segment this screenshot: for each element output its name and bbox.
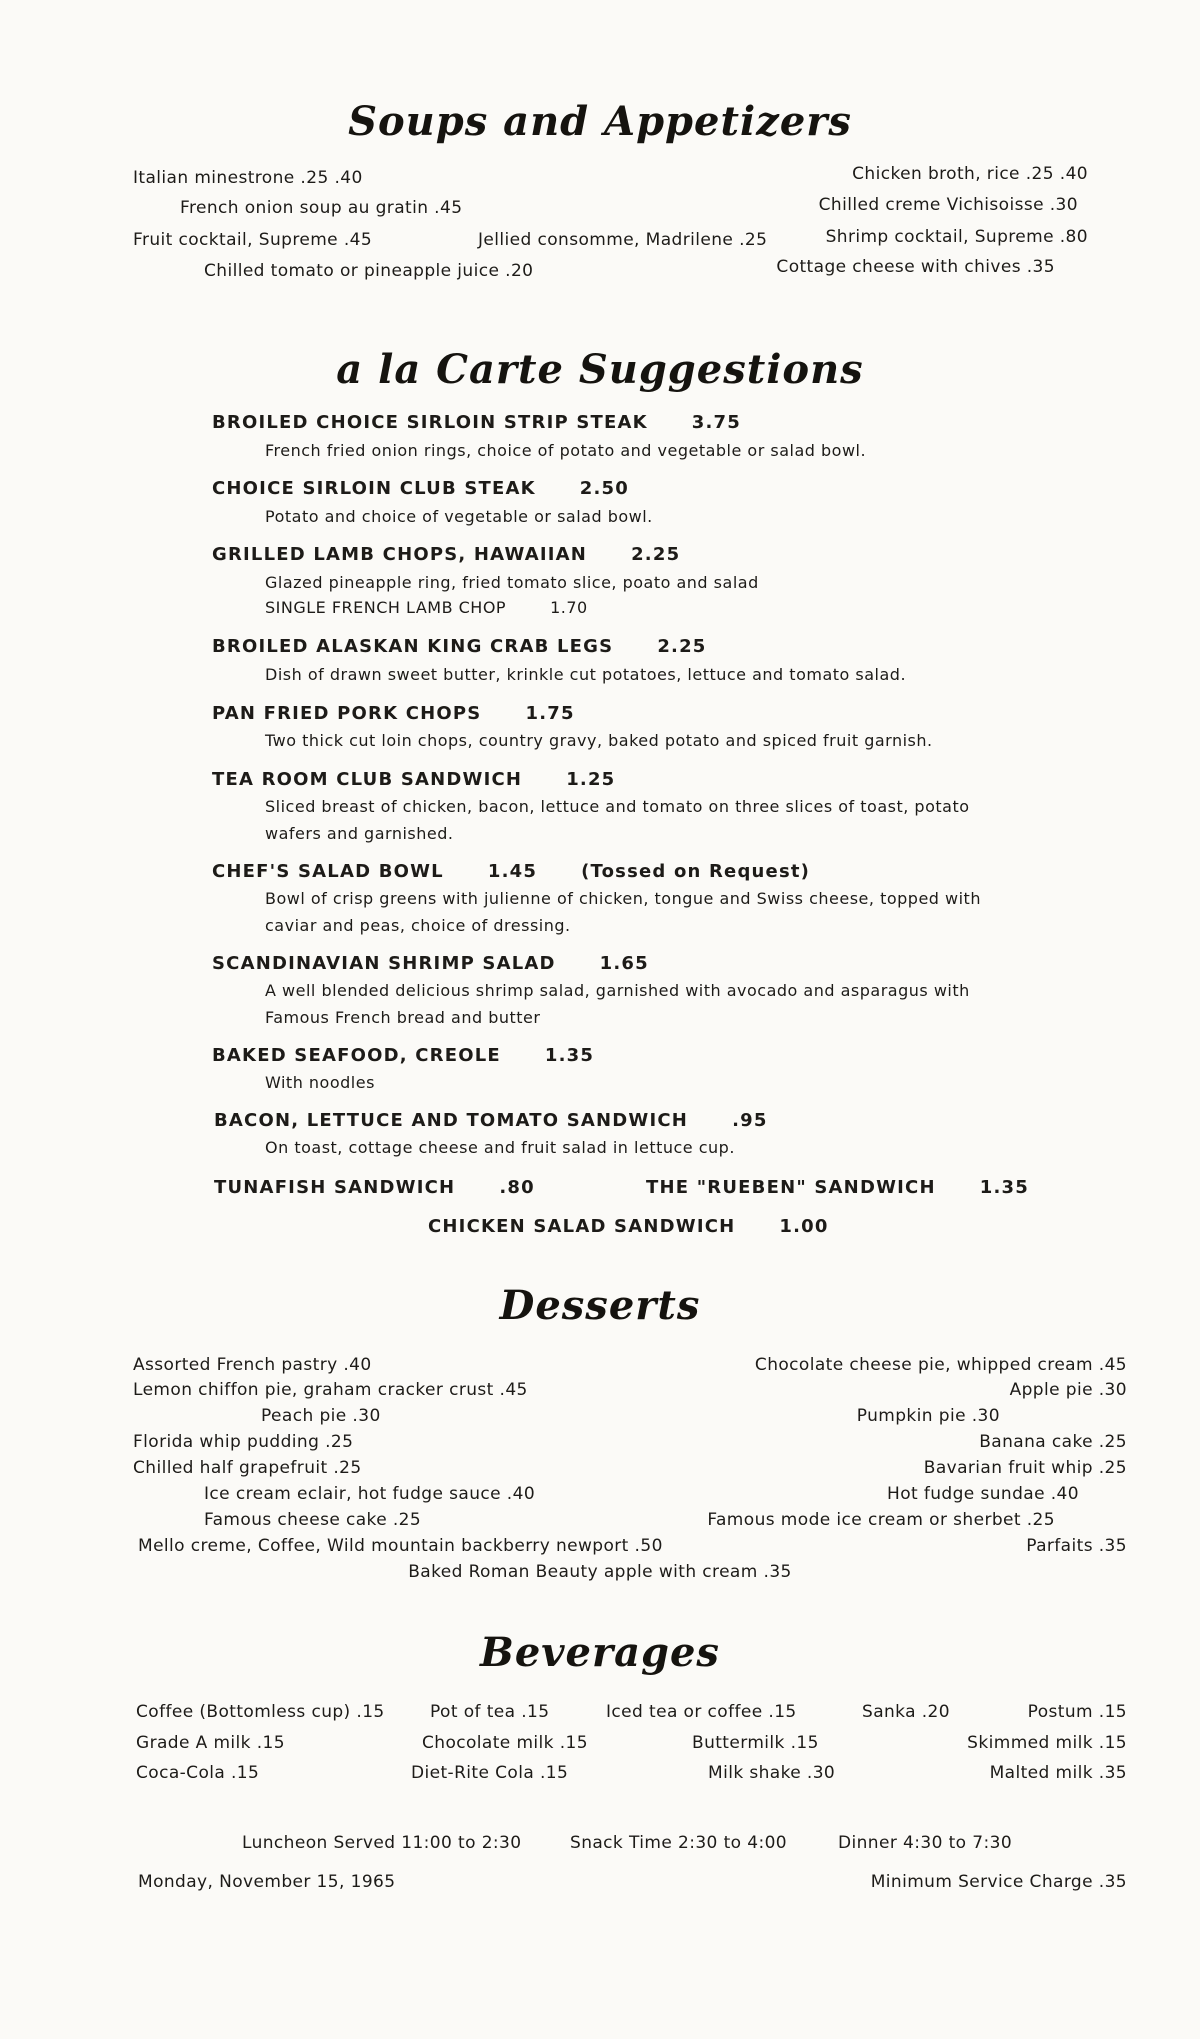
carte-item-desc: Dish of drawn sweet butter, krinkle cut potatoes, lettuce and tomato salad. [265, 665, 907, 684]
soup-item: Cottage cheese with chives .35 [776, 257, 1055, 277]
beverage-item: Postum .15 [1027, 1702, 1127, 1722]
dessert-item: Lemon chiffon pie, graham cracker crust .45 [133, 1380, 528, 1400]
dessert-item: Florida whip pudding .25 [133, 1432, 354, 1452]
dinner-hours: Dinner 4:30 to 7:30 [838, 1833, 1013, 1853]
beverage-item: Milk shake .30 [708, 1763, 836, 1783]
carte-title: a la Carte Suggestions [336, 346, 864, 393]
carte-item-name: BROILED ALASKAN KING CRAB LEGS 2.25 [212, 636, 707, 657]
beverage-item: Iced tea or coffee .15 [606, 1702, 797, 1722]
carte-item-desc: Glazed pineapple ring, fried tomato slice, poato and salad [265, 573, 759, 592]
dessert-item: Chilled half grapefruit .25 [133, 1458, 362, 1478]
dessert-item: Mello creme, Coffee, Wild mountain backberry newport .50 [138, 1536, 663, 1556]
beverage-item: Coffee (Bottomless cup) .15 [136, 1702, 385, 1722]
soup-item: Fruit cocktail, Supreme .45 [133, 230, 373, 250]
dessert-item: Banana cake .25 [979, 1432, 1127, 1452]
desserts-title: Desserts [499, 1282, 701, 1329]
carte-item-desc: A well blended delicious shrimp salad, garnished with avocado and asparagus with [265, 981, 970, 1000]
snack-hours: Snack Time 2:30 to 4:00 [570, 1833, 788, 1853]
carte-item-name: PAN FRIED PORK CHOPS 1.75 [212, 703, 575, 724]
beverage-item: Malted milk .35 [989, 1763, 1127, 1783]
dessert-item: Peach pie .30 [261, 1406, 381, 1426]
soup-item: Shrimp cocktail, Supreme .80 [825, 227, 1088, 247]
soup-item: Chicken broth, rice .25 .40 [852, 164, 1088, 184]
beverage-item: Coca-Cola .15 [136, 1763, 260, 1783]
carte-item-name: BAKED SEAFOOD, CREOLE 1.35 [212, 1045, 595, 1066]
soup-item: French onion soup au gratin .45 [180, 198, 463, 218]
dessert-item: Pumpkin pie .30 [856, 1406, 1000, 1426]
carte-item-desc: French fried onion rings, choice of potato and vegetable or salad bowl. [265, 441, 867, 460]
carte-item-desc: Potato and choice of vegetable or salad bowl. [265, 507, 653, 526]
carte-item-desc: Sliced breast of chicken, bacon, lettuce and tomato on three slices of toast, potato [265, 797, 970, 816]
dessert-item: Chocolate cheese pie, whipped cream .45 [754, 1355, 1127, 1375]
soup-item: Italian minestrone .25 .40 [133, 168, 363, 188]
carte-item-desc: Famous French bread and butter [265, 1008, 541, 1027]
beverage-item: Skimmed milk .15 [967, 1733, 1127, 1753]
beverage-item: Grade A milk .15 [136, 1733, 285, 1753]
dessert-item: Assorted French pastry .40 [133, 1355, 372, 1375]
dessert-item: Bavarian fruit whip .25 [923, 1458, 1127, 1478]
carte-item-name: GRILLED LAMB CHOPS, HAWAIIAN 2.25 [212, 544, 681, 565]
carte-item-desc: On toast, cottage cheese and fruit salad in lettuce cup. [265, 1138, 735, 1157]
dessert-item: Apple pie .30 [1009, 1380, 1127, 1400]
beverages-title: Beverages [480, 1629, 720, 1676]
dessert-item: Hot fudge sundae .40 [887, 1484, 1079, 1504]
carte-item-name: TEA ROOM CLUB SANDWICH 1.25 [212, 769, 616, 790]
soup-item: Jellied consomme, Madrilene .25 [478, 230, 768, 250]
carte-item-name: THE "RUEBEN" SANDWICH 1.35 [646, 1177, 1029, 1198]
dessert-item: Baked Roman Beauty apple with cream .35 [408, 1562, 792, 1582]
soups-title: Soups and Appetizers [348, 98, 852, 145]
carte-item-desc: Bowl of crisp greens with julienne of chicken, tongue and Swiss cheese, topped with [265, 889, 981, 908]
carte-item-name: CHICKEN SALAD SANDWICH 1.00 [428, 1216, 829, 1237]
dessert-item: Famous mode ice cream or sherbet .25 [707, 1510, 1055, 1530]
beverage-item: Buttermilk .15 [692, 1733, 819, 1753]
beverage-item: Diet-Rite Cola .15 [411, 1763, 569, 1783]
carte-item-desc: With noodles [265, 1073, 375, 1092]
beverage-item: Chocolate milk .15 [422, 1733, 588, 1753]
carte-item-name: CHOICE SIRLOIN CLUB STEAK 2.50 [212, 478, 630, 499]
soup-item: Chilled creme Vichisoisse .30 [818, 195, 1078, 215]
dessert-item: Ice cream eclair, hot fudge sauce .40 [204, 1484, 536, 1504]
carte-item-desc: caviar and peas, choice of dressing. [265, 916, 571, 935]
dessert-item: Parfaits .35 [1026, 1536, 1127, 1556]
beverage-item: Pot of tea .15 [430, 1702, 550, 1722]
carte-item-desc: Two thick cut loin chops, country gravy, baked potato and spiced fruit garnish. [265, 731, 933, 750]
luncheon-hours: Luncheon Served 11:00 to 2:30 [242, 1833, 522, 1853]
carte-item-desc: wafers and garnished. [265, 824, 454, 843]
carte-item-extra: SINGLE FRENCH LAMB CHOP 1.70 [265, 598, 588, 617]
carte-item-name: CHEF'S SALAD BOWL 1.45 (Tossed on Request) [212, 861, 811, 882]
carte-item-name: BACON, LETTUCE AND TOMATO SANDWICH .95 [214, 1110, 768, 1131]
dessert-item: Famous cheese cake .25 [204, 1510, 422, 1530]
menu-date: Monday, November 15, 1965 [138, 1872, 396, 1892]
carte-item-name: SCANDINAVIAN SHRIMP SALAD 1.65 [212, 953, 649, 974]
soup-item: Chilled tomato or pineapple juice .20 [204, 261, 534, 281]
service-charge: Minimum Service Charge .35 [870, 1872, 1127, 1892]
carte-item-name: BROILED CHOICE SIRLOIN STRIP STEAK 3.75 [212, 412, 741, 433]
carte-item-name: TUNAFISH SANDWICH .80 [214, 1177, 535, 1198]
beverage-item: Sanka .20 [862, 1702, 950, 1722]
